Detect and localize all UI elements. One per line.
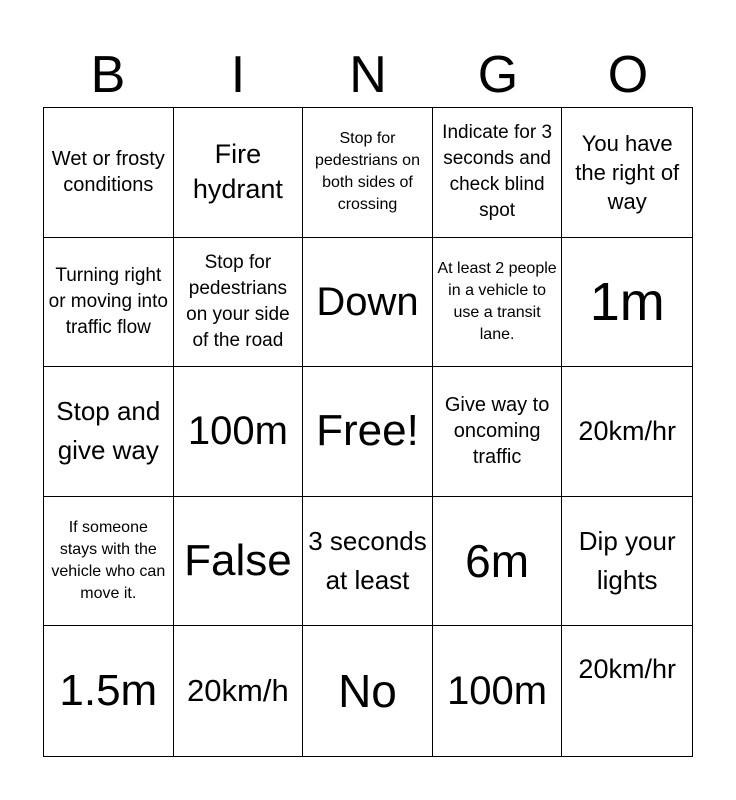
bingo-cell[interactable] xyxy=(303,497,433,627)
cell-text: No xyxy=(338,665,397,718)
cell-text: Stop for pedestrians on your side of the road xyxy=(186,251,290,351)
cell-text: 100m xyxy=(447,669,548,714)
bingo-cell[interactable] xyxy=(44,367,174,497)
cell-text: Free! xyxy=(316,406,419,456)
cell-text: Stop for pedestrians on both sides of crossing xyxy=(315,130,420,214)
header-letter-n: N xyxy=(349,46,387,104)
cell-text: 20km/h xyxy=(187,673,289,709)
cell-text: Stop and give way xyxy=(56,396,161,466)
cell-text: 6m xyxy=(465,535,530,588)
cell-text: 1m xyxy=(589,271,665,332)
bingo-cell[interactable] xyxy=(174,497,304,627)
bingo-cell[interactable] xyxy=(44,497,174,627)
bingo-cell[interactable] xyxy=(303,367,433,497)
cell-text: 3 seconds at least xyxy=(308,526,427,596)
bingo-cell[interactable] xyxy=(562,238,692,368)
bingo-cell[interactable] xyxy=(433,108,563,238)
bingo-cell[interactable] xyxy=(303,626,433,756)
bingo-header xyxy=(43,44,693,106)
cell-text: You have the right of way xyxy=(575,130,680,214)
cell-text: Wet or frosty conditions xyxy=(51,148,165,197)
cell-text: Indicate for 3 seconds and check blind spot xyxy=(442,122,553,222)
cell-text: False xyxy=(184,536,292,586)
cell-text: Dip your lights xyxy=(578,526,676,596)
bingo-cell[interactable] xyxy=(44,108,174,238)
cell-text: 100m xyxy=(187,409,288,454)
bingo-cell[interactable] xyxy=(174,626,304,756)
bingo-cell[interactable] xyxy=(433,626,563,756)
bingo-cell[interactable] xyxy=(562,626,692,756)
bingo-cell[interactable] xyxy=(44,238,174,368)
header-letter-b: B xyxy=(90,46,126,104)
cell-text: Turning right or moving into traffic flow xyxy=(48,264,168,338)
bingo-cell[interactable] xyxy=(44,626,174,756)
cell-text: Down xyxy=(316,279,419,324)
header-letter-g: G xyxy=(477,46,519,104)
cell-text: 20km/hr xyxy=(578,654,676,685)
cell-text: If someone stays with the vehicle who can move it. xyxy=(51,519,166,603)
bingo-grid xyxy=(43,107,693,757)
bingo-cell[interactable] xyxy=(174,108,304,238)
cell-text: 20km/hr xyxy=(578,415,676,446)
header-letter-o: O xyxy=(607,46,649,104)
bingo-cell[interactable] xyxy=(562,367,692,497)
bingo-cell[interactable] xyxy=(433,238,563,368)
bingo-cell[interactable] xyxy=(174,238,304,368)
cell-text: Give way to oncoming traffic xyxy=(444,394,550,469)
cell-text: 1.5m xyxy=(59,666,158,716)
header-letter-i: I xyxy=(230,46,246,104)
bingo-cell[interactable] xyxy=(562,497,692,627)
cell-text: At least 2 people in a vehicle to use a transit lane. xyxy=(437,259,557,343)
bingo-cell[interactable] xyxy=(433,367,563,497)
bingo-cell[interactable] xyxy=(433,497,563,627)
bingo-cell[interactable] xyxy=(303,108,433,238)
bingo-cell[interactable] xyxy=(562,108,692,238)
cell-text: Fire hydrant xyxy=(192,139,283,205)
bingo-cell[interactable] xyxy=(174,367,304,497)
bingo-cell[interactable] xyxy=(303,238,433,368)
